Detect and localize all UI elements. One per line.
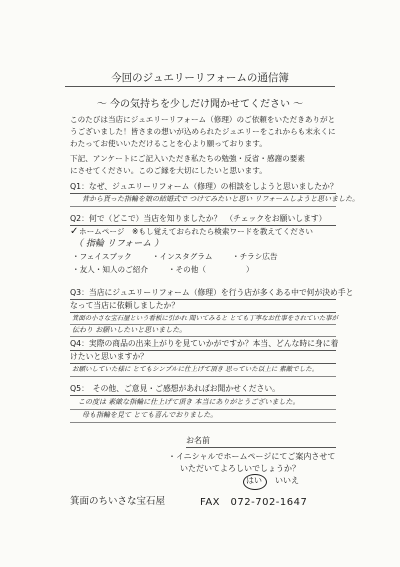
name-field-line[interactable] [186, 447, 336, 448]
q3-answer-line1[interactable]: 箕面の小さな宝石屋という看板に引かれ 聞いてみると とても丁寧なお仕事をされていた事が [72, 314, 339, 322]
title-underline [65, 86, 335, 87]
q5-answer-line2[interactable]: 母も指輪を見て とても喜んでおりました。 [82, 411, 218, 419]
q4-question-line2: けたいと思いますか？ [70, 352, 148, 361]
option-other[interactable]: ・その他（ [168, 265, 206, 274]
intro-line: 下記、アンケートにご記入いただき私たちの勉強・反省・感謝の要素 [70, 154, 305, 163]
intro-line: にさせてください。このご縁を大切にしたいと思います。 [70, 166, 267, 175]
q3-answer-line [70, 336, 336, 337]
option-flyer[interactable]: ・チラシ広告 [232, 252, 278, 261]
initial-question-line1: ・イニシャルでホームページにてご案内させて [168, 452, 336, 461]
option-instagram[interactable]: ・インスタグラム [152, 252, 213, 261]
q3-question-line1: Q3：当店にジュエリーリフォーム（修理）を行う店が多くある中で何が決め手と [70, 288, 354, 297]
homepage-option: ホームページ ※もし覚えておられたら検索ワードを教えてください [79, 227, 314, 236]
intro-line: このたびは当店にジュエリーリフォーム（修理）のご依頼をいただきありがと [70, 115, 336, 124]
page-title: 今回のジュエリーリフォームの通信簿 [111, 72, 289, 84]
q3-question-underline2 [70, 312, 336, 313]
q5-question-underline [70, 395, 336, 396]
q3-answer-line [70, 324, 336, 325]
q4-question-underline1 [70, 350, 336, 351]
option-other-close: ） [246, 265, 254, 274]
yes-option[interactable]: はい [246, 476, 262, 485]
q2-question: Q2：何で（どこで）当店を知りましたか？ （チェックをお願いします） [70, 214, 327, 223]
q5-answer-line [70, 409, 336, 410]
q5-question: Q5： その他、ご意見・ご感想があればお聞かせください。 [70, 384, 280, 393]
shop-name: 箕面のちいさな宝石屋 [70, 496, 166, 507]
q4-question-underline2 [70, 363, 336, 364]
initial-question-line2: いただいてよろしいでしょうか？ [180, 464, 300, 473]
q3-question-underline1 [70, 299, 336, 300]
option-facebook[interactable]: ・フェイスブック [72, 252, 132, 261]
intro-line: うございました！皆さまの想いが込められたジュエリーをこれからも末永くに [70, 127, 336, 136]
q1-answer-line [70, 206, 336, 207]
q4-answer-line [70, 376, 336, 377]
name-label: お名前 [186, 436, 210, 445]
page-subheader: ～ 今の気持ちを少しだけ聞かせてください ～ [96, 99, 304, 110]
q1-question: Q1：なぜ、ジュエリーリフォーム（修理）の相談をしようと思いましたか？ [70, 182, 338, 191]
q4-answer[interactable]: お願いしていた様に とてもシンプルに仕上げて頂き 思っていた以上に 素敵でした。 [72, 365, 319, 373]
q2-question-underline [70, 225, 336, 226]
fax-number: FAX 072-702-1647 [200, 497, 308, 508]
q5-answer-line [70, 422, 336, 423]
search-word-answer[interactable]: （ 指輪 リフォーム ） [74, 239, 164, 249]
q4-question-line1: Q4：実際の商品の出来上がりを見ていかがですか？本当、どんな時に身に着 [70, 339, 339, 348]
option-referral[interactable]: ・友人・知人のご紹介 [72, 265, 148, 274]
q3-answer-line2[interactable]: 伝わり お願いしたいと思いました。 [72, 326, 187, 334]
no-option[interactable]: いいえ [275, 476, 299, 485]
q5-answer-line1[interactable]: この度は 素敵な指輪に仕上げて頂き 本当にありがとうございました。 [78, 398, 300, 406]
q1-answer[interactable]: 昔から貰った指輪を娘の結婚式で つけてみたいと思い リフォームしようと思いました。 [82, 195, 360, 203]
homepage-checkmark[interactable]: ✓ [70, 226, 79, 237]
q3-question-line2: なって当店に依頼しましたか？ [70, 301, 180, 310]
intro-line: わたってお使いいただけることを心より願っております。 [70, 139, 267, 148]
q1-question-underline [70, 193, 336, 194]
